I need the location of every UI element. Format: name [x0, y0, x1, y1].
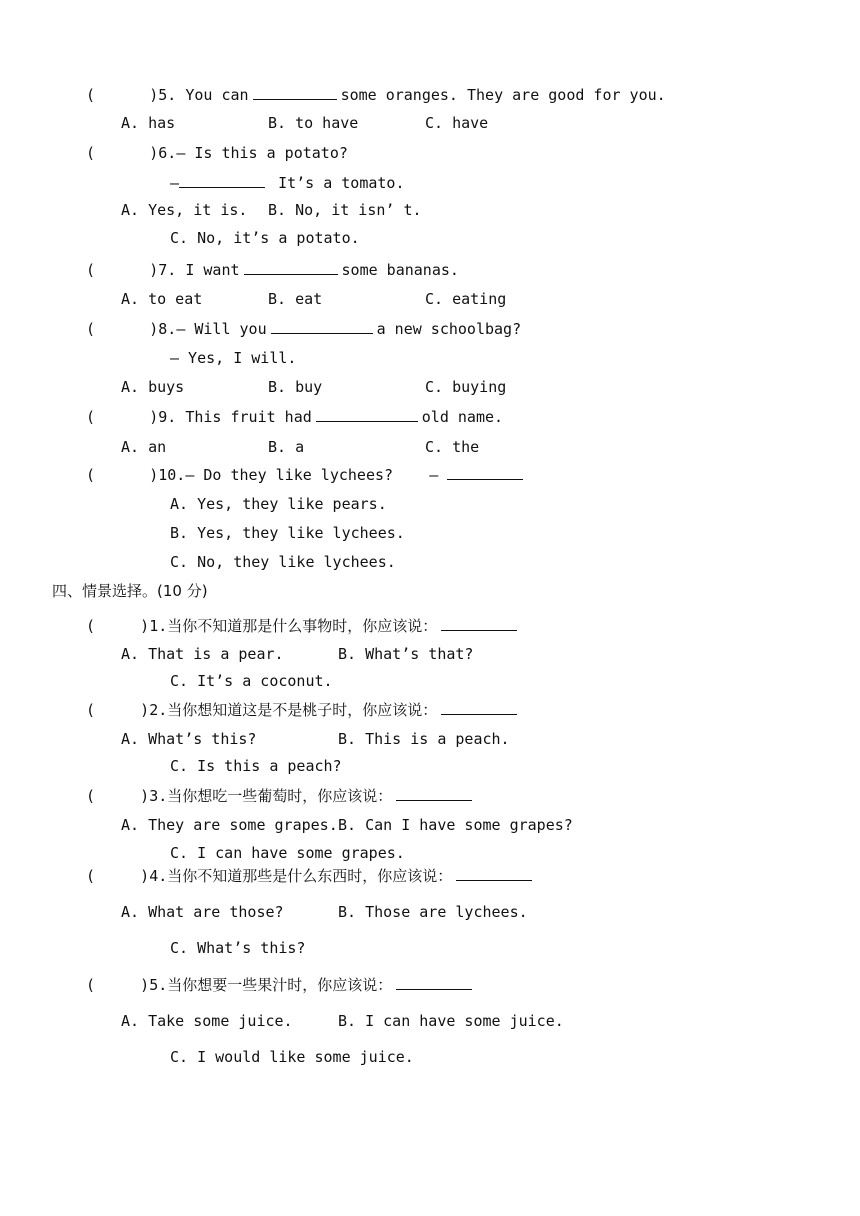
question-text: — Will you — [176, 320, 267, 338]
option-b: B. eat — [268, 290, 323, 308]
answer-bracket: ( ) — [86, 617, 150, 635]
answer-blank — [396, 988, 472, 990]
option-a: A. What’s this? — [121, 730, 257, 748]
question-text: This fruit had — [185, 408, 312, 426]
question-number: 8. — [158, 320, 177, 338]
question-text: some bananas. — [341, 261, 459, 279]
answer-bracket: ( ) — [86, 320, 159, 338]
question-8-line — [86, 322, 521, 337]
option-c: C. It’s a coconut. — [170, 672, 333, 690]
option-a: A. Take some juice. — [121, 1012, 293, 1030]
answer-bracket: ( ) — [86, 787, 150, 805]
option-c: C. have — [425, 114, 489, 132]
answer-blank — [441, 713, 517, 715]
option-b: B. I can have some juice. — [338, 1012, 564, 1030]
question-number: 4. — [149, 867, 168, 885]
question-number: 7. — [158, 261, 177, 279]
option-a: A. They are some grapes. — [121, 816, 338, 834]
option-a: A. Yes, they like pears. — [170, 495, 387, 513]
question-number: 3. — [149, 787, 168, 805]
question-number: 10. — [158, 466, 186, 484]
answer-bracket: ( ) — [86, 976, 150, 994]
answer-bracket: ( ) — [86, 86, 159, 104]
question-7-line — [86, 263, 459, 278]
reply-dash: — — [429, 466, 439, 484]
option-c: C. What’s this? — [170, 939, 306, 957]
option-a: A. That is a pear. — [121, 645, 284, 663]
answer-blank — [253, 98, 337, 100]
reply-line — [170, 176, 405, 191]
reply-line: — Yes, I will. — [170, 349, 297, 367]
option-b: B. Yes, they like lychees. — [170, 524, 405, 542]
option-a: A. What are those? — [121, 903, 284, 921]
question-text: 当你想知道这是不是桃子时，你应该说： — [167, 701, 438, 719]
answer-bracket: ( ) — [86, 144, 159, 162]
section-heading: 四、情景选择。(10 分) — [52, 582, 208, 600]
option-a: A. to eat — [121, 290, 203, 308]
option-b: B. Those are lychees. — [338, 903, 528, 921]
question-10-line — [86, 468, 527, 483]
option-c: C. the — [425, 438, 480, 456]
situation-4-line — [86, 869, 536, 884]
option-c: C. Is this a peach? — [170, 757, 342, 775]
question-text: old name. — [421, 408, 504, 426]
question-text: 当你不知道那是什么事物时，你应该说： — [167, 617, 438, 635]
option-a: A. Yes, it is. — [121, 201, 248, 219]
option-b: B. to have — [268, 114, 359, 132]
option-c: C. eating — [425, 290, 507, 308]
situation-1-line — [86, 619, 521, 634]
question-number: 9. — [158, 408, 177, 426]
question-number: 5. — [158, 86, 177, 104]
question-text: a new schoolbag? — [376, 320, 522, 338]
question-text: You can — [185, 86, 249, 104]
answer-blank — [179, 186, 265, 188]
answer-blank — [244, 273, 338, 275]
answer-bracket: ( ) — [86, 701, 150, 719]
option-a: A. has — [121, 114, 176, 132]
question-5-line — [86, 88, 666, 103]
question-9-line — [86, 410, 503, 425]
answer-blank — [456, 879, 532, 881]
question-text: 当你想吃一些葡萄时，你应该说： — [167, 787, 393, 805]
option-b: B. No, it isn’ t. — [268, 201, 422, 219]
option-c: C. No, they like lychees. — [170, 553, 396, 571]
question-number: 2. — [149, 701, 168, 719]
reply-text: It’s a tomato. — [278, 174, 405, 192]
answer-blank — [441, 629, 517, 631]
answer-bracket: ( ) — [86, 261, 159, 279]
question-text: some oranges. They are good for you. — [340, 86, 666, 104]
option-b: B. Can I have some grapes? — [338, 816, 573, 834]
option-c: C. I would like some juice. — [170, 1048, 414, 1066]
answer-blank — [271, 332, 373, 334]
reply-dash: — — [170, 174, 180, 192]
question-number: 6. — [158, 144, 177, 162]
situation-5-line — [86, 978, 476, 993]
question-text: — Is this a potato? — [176, 144, 348, 162]
answer-blank — [396, 799, 472, 801]
answer-blank — [316, 420, 418, 422]
question-6-line — [86, 146, 348, 161]
answer-bracket: ( ) — [86, 867, 150, 885]
option-b: B. What’s that? — [338, 645, 474, 663]
question-text: — Do they like lychees? — [185, 466, 394, 484]
answer-bracket: ( ) — [86, 408, 159, 426]
answer-blank — [447, 478, 523, 480]
question-text: I want — [185, 261, 240, 279]
situation-2-line — [86, 703, 521, 718]
option-b: B. buy — [268, 378, 323, 396]
option-c: C. No, it’s a potato. — [170, 229, 360, 247]
option-a: A. buys — [121, 378, 185, 396]
option-a: A. an — [121, 438, 167, 456]
question-text: 当你不知道那些是什么东西时，你应该说： — [167, 867, 453, 885]
option-b: B. a — [268, 438, 305, 456]
question-number: 5. — [149, 976, 168, 994]
option-b: B. This is a peach. — [338, 730, 510, 748]
answer-bracket: ( ) — [86, 466, 159, 484]
option-c: C. I can have some grapes. — [170, 844, 405, 862]
situation-3-line — [86, 789, 476, 804]
question-number: 1. — [149, 617, 168, 635]
option-c: C. buying — [425, 378, 507, 396]
question-text: 当你想要一些果汁时，你应该说： — [167, 976, 393, 994]
